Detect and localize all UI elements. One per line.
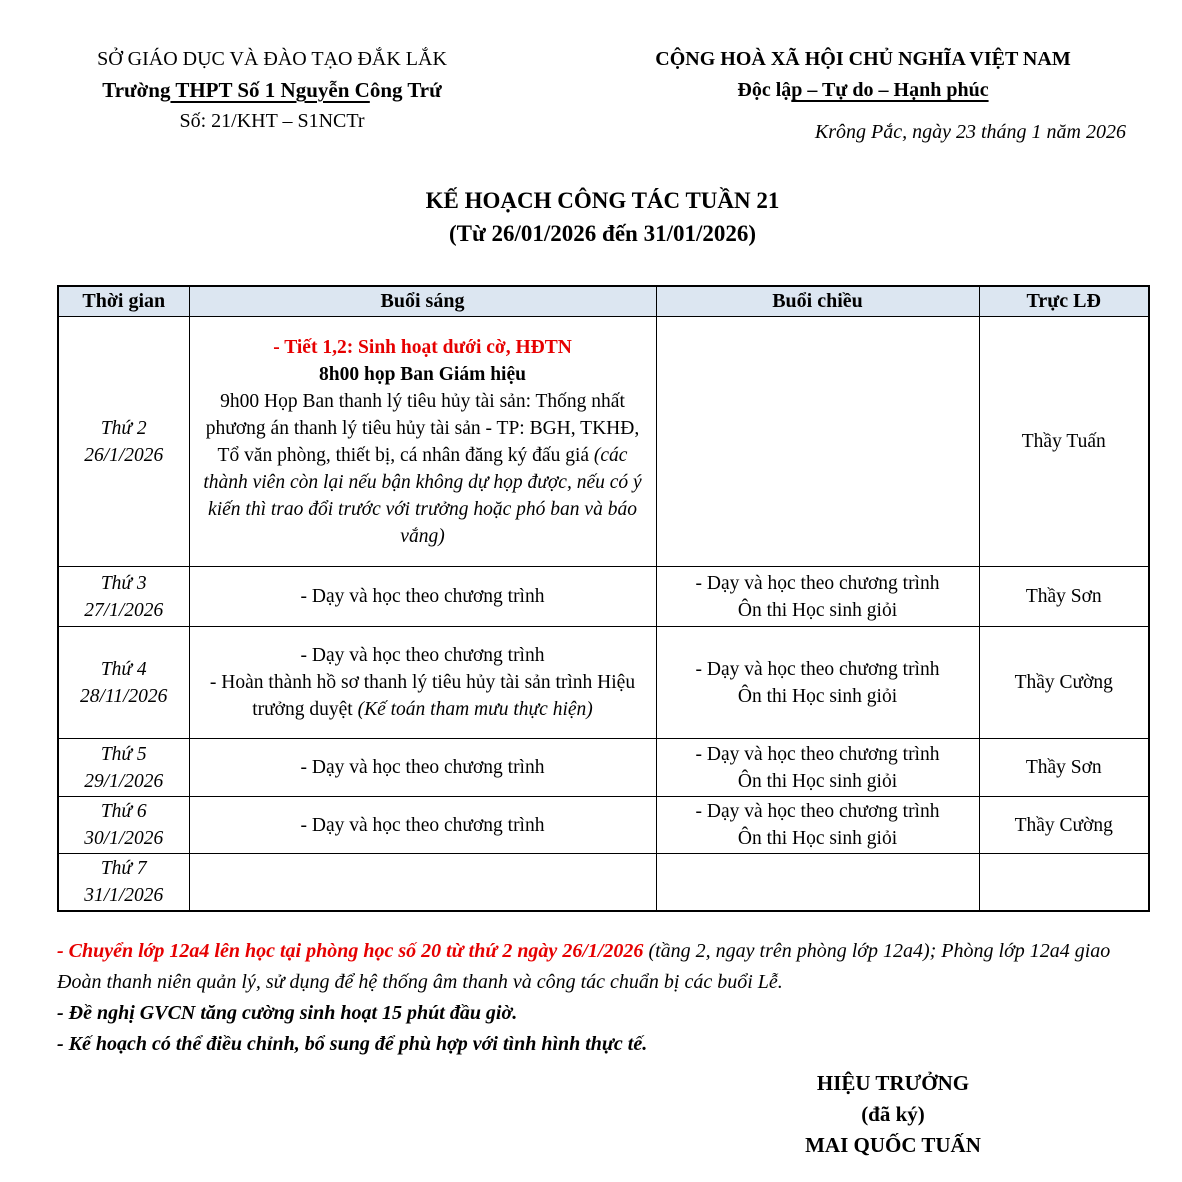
morning-detail-note: (các thành viên còn lại nếu bận không dự họp được, nếu có ý kiến thì trao đổi trước với trưởng hoặc phó ban và báo vắng) [203, 444, 642, 547]
afternoon-cell [656, 317, 979, 567]
morning-cell [189, 854, 656, 912]
duty-cell: Thầy Sơn [979, 739, 1149, 797]
school-name-underlined: THPT Số 1 Nguyễn C [170, 78, 370, 102]
note-adjustment: - Kế hoạch có thể điều chỉnh, bổ sung để phù hợp với tình hình thực tế. [57, 1033, 648, 1055]
table-row-thursday [58, 739, 1149, 797]
morning-line2-text: - Hoàn thành hồ sơ thanh lý tiêu hủy tài sản trình Hiệu trưởng duyệt [209, 672, 636, 720]
date-label: 31/1/2026 [84, 885, 164, 906]
morning-activity-highlight: - Tiết 1,2: Sinh hoạt dưới cờ, HĐTN [273, 336, 572, 358]
table-row-saturday [58, 854, 1149, 912]
afternoon-cell [656, 567, 979, 627]
national-motto [578, 75, 1148, 106]
duty-cell: Thầy Sơn [979, 567, 1149, 627]
document-header [57, 44, 1148, 148]
document-number: Số: 21/KHT – S1NCTr [179, 110, 365, 132]
school-name [57, 75, 487, 106]
duty-cell: Thầy Cường [979, 627, 1149, 739]
morning-cell: - Dạy và học theo chương trình [189, 797, 656, 854]
national-title: CỘNG HOÀ XÃ HỘI CHỦ NGHĨA VIỆT NAM [655, 48, 1071, 70]
morning-cell: - Dạy và học theo chương trình [189, 567, 656, 627]
morning-cell [189, 317, 656, 567]
afternoon-cell [656, 854, 979, 912]
place-date: Krông Pắc, ngày 23 tháng 1 năm 2026 [814, 121, 1126, 143]
day-cell [58, 739, 189, 797]
note-room-change-detail: (tầng 2, ngay trên phòng lớp 12a4); Phòng lớp 12a4 giao Đoàn thanh niên quản lý, sử dụng để hệ thống âm thanh và công tác chuẩn bị các buổi Lễ. [57, 940, 1111, 993]
day-label: Thứ 5 [100, 743, 147, 765]
day-label: Thứ 3 [100, 572, 147, 594]
morning-detail-text: 9h00 Họp Ban thanh lý tiêu hủy tài sản: Thống nhất phương án thanh lý tiêu hủy tài sản - TP: BGH, TKHĐ, Tổ văn phòng, thiết bị, cá nhân đăng ký đấu giá [205, 390, 640, 466]
afternoon-line1: - Dạy và học theo chương trình [695, 572, 940, 594]
afternoon-cell [656, 797, 979, 854]
motto-underlined: p – Tự do – Hạnh phúc [791, 79, 989, 101]
day-cell [58, 854, 189, 912]
duty-cell: Thầy Tuấn [979, 317, 1149, 567]
col-header-morning: Buổi sáng [189, 286, 656, 317]
afternoon-line1: - Dạy và học theo chương trình [695, 658, 940, 680]
day-label: Thứ 7 [100, 858, 147, 879]
morning-line1: - Dạy và học theo chương trình [300, 645, 545, 666]
table-row-friday [58, 797, 1149, 854]
issuing-org-block [57, 44, 487, 137]
table-row-tuesday [58, 567, 1149, 627]
afternoon-cell [656, 627, 979, 739]
day-label: Thứ 4 [100, 658, 147, 680]
department-name: SỞ GIÁO DỤC VÀ ĐÀO TẠO ĐẮK LẮK [97, 48, 447, 70]
col-header-afternoon: Buổi chiều [656, 286, 979, 317]
title-block [57, 184, 1148, 250]
morning-cell: - Dạy và học theo chương trình [189, 739, 656, 797]
motto-prefix: Độc lậ [737, 79, 792, 101]
date-label: 26/1/2026 [84, 444, 164, 466]
weekly-plan-table [57, 285, 1150, 912]
date-label: 29/1/2026 [84, 770, 164, 792]
morning-detail [198, 388, 648, 550]
afternoon-cell [656, 739, 979, 797]
date-label: 27/1/2026 [84, 599, 164, 621]
signed-note: (đã ký) [861, 1102, 925, 1126]
plan-title: KẾ HOẠCH CÔNG TÁC TUẦN 21 [425, 188, 780, 213]
morning-line2-note: (Kế toán tham mưu thực hiện) [357, 699, 593, 720]
afternoon-line1: - Dạy và học theo chương trình [695, 743, 940, 765]
note-room-change [57, 936, 1148, 998]
plan-date-range: (Từ 26/01/2026 đến 31/01/2026) [448, 221, 757, 246]
col-header-time: Thời gian [58, 286, 189, 317]
duty-cell [979, 854, 1149, 912]
school-name-prefix: Trường [102, 78, 171, 102]
table-row-monday [58, 317, 1149, 567]
day-cell [58, 567, 189, 627]
signer-name: MAI QUỐC TUẤN [805, 1133, 981, 1157]
day-cell [58, 317, 189, 567]
morning-meeting-bold: 8h00 họp Ban Giám hiệu [319, 363, 526, 385]
col-header-duty: Trực LĐ [979, 286, 1149, 317]
school-name-suffix: ông Trứ [369, 78, 442, 102]
footer-notes [57, 936, 1148, 1060]
date-label: 30/1/2026 [84, 828, 164, 849]
day-cell [58, 797, 189, 854]
signer-role: HIỆU TRƯỞNG [816, 1071, 970, 1095]
afternoon-line2: Ôn thi Học sinh giỏi [737, 828, 898, 849]
table-header-row [58, 286, 1149, 317]
table-row-wednesday [58, 627, 1149, 739]
morning-cell [189, 627, 656, 739]
national-header-block [578, 44, 1148, 148]
signature-block [638, 1068, 1148, 1161]
day-label: Thứ 2 [100, 417, 147, 439]
note-gvcn: - Đề nghị GVCN tăng cường sinh hoạt 15 phút đầu giờ. [57, 1002, 518, 1024]
day-cell [58, 627, 189, 739]
afternoon-line2: Ôn thi Học sinh giỏi [737, 770, 898, 792]
afternoon-line2: Ôn thi Học sinh giỏi [737, 599, 898, 621]
morning-line2 [198, 669, 648, 723]
duty-cell: Thầy Cường [979, 797, 1149, 854]
note-room-change-highlight: - Chuyển lớp 12a4 lên học tại phòng học số 20 từ thứ 2 ngày 26/1/2026 [57, 940, 644, 962]
day-label: Thứ 6 [100, 801, 147, 822]
date-label: 28/11/2026 [80, 685, 168, 707]
afternoon-line2: Ôn thi Học sinh giỏi [737, 685, 898, 707]
afternoon-line1: - Dạy và học theo chương trình [695, 801, 940, 822]
